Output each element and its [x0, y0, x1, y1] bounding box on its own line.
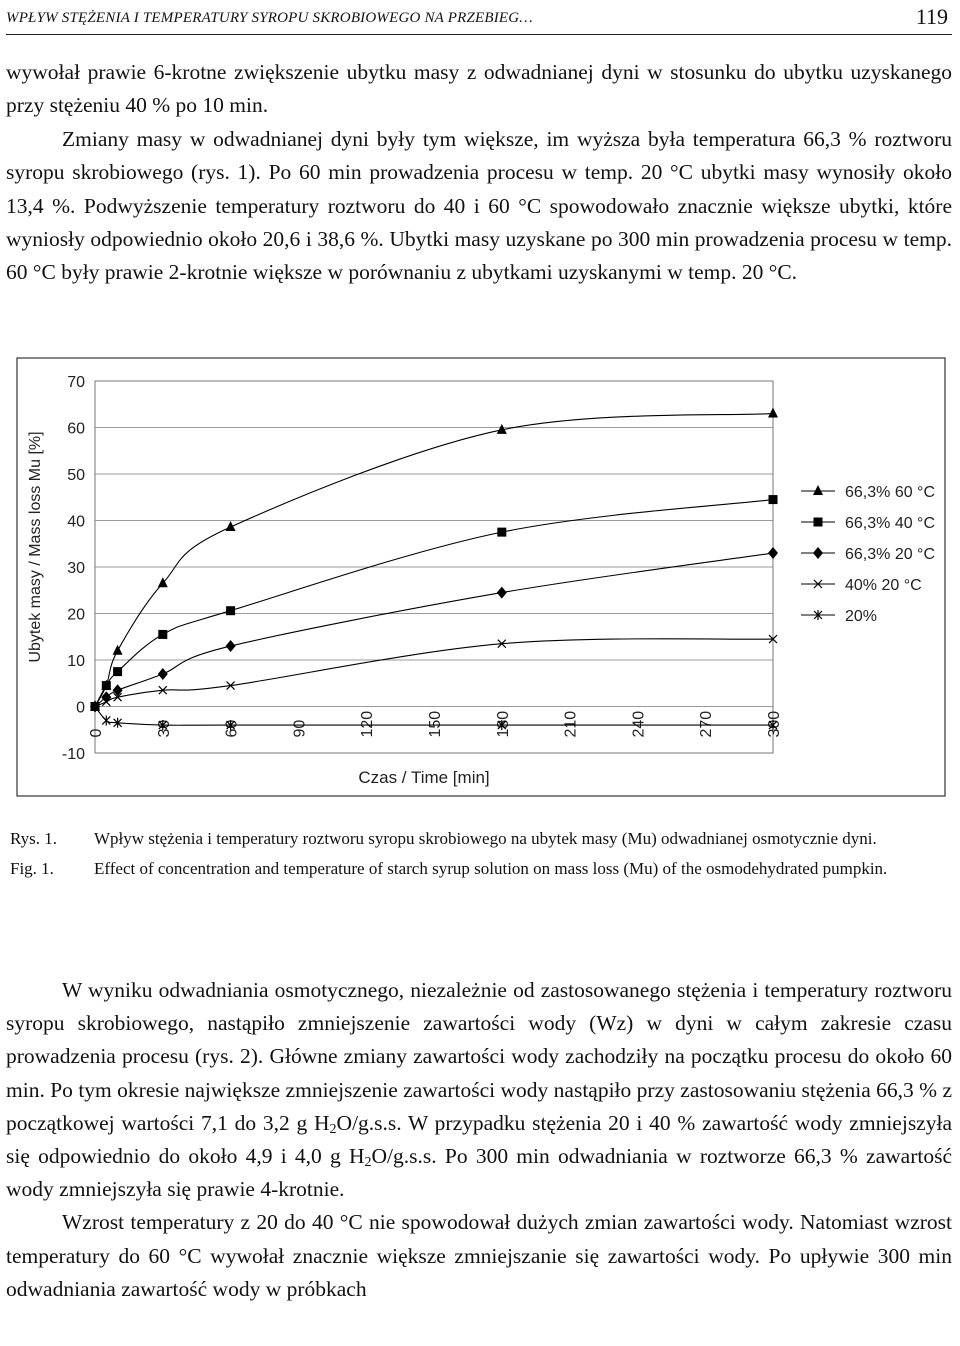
- data-point-series-2: [769, 495, 778, 504]
- x-tick-label: 150: [427, 710, 444, 738]
- intro-paragraph-2: Zmiany masy w odwadnianej dyni były tym większe, im wyższa była temperatura 66,3 % roztworu syropu skrobiowego (rys. 1). Po 60 min prowadzenia procesu w temp. 20 °C ubytki masy wynosiły około 13,4 %. Podwyższenie temperatury roztworu do 40 i 60 °C spowodowało znacznie większe ubytki, które wyniosły odpowiednio około 20,6 i 38,6 %. Ubytki masy uzyskane po 300 min prowadzenia procesu w temp. 60 °C były prawie 2-krotnie większe w porównaniu z ubytkami uzyskanymi w temp. 20 °C.: [6, 126, 952, 285]
- caption-text-pl: Wpływ stężenia i temperatury roztworu syropu skrobiowego na ubytek masy (Mu) odwadnianej osmotycznie dyni.: [94, 829, 877, 848]
- x-tick-label: 240: [630, 710, 648, 738]
- y-axis-title: Ubytek masy / Mass loss Mu [%]: [27, 431, 44, 663]
- mass-loss-chart: [16, 357, 946, 797]
- legend-label: 66,3% 40 °C: [845, 515, 936, 532]
- data-point-series-2: [158, 630, 167, 639]
- body-paragraph-2: Wzrost temperatury z 20 do 40 °C nie spowodował dużych zmian zawartości wody. Natomiast wzrost temperatury do 60 °C wywołał znacznie większe zmniejszanie się zawartości wody. Po upływie 300 min odwadniania zawartość wody w próbkach: [6, 1210, 952, 1301]
- figure-caption: [10, 826, 952, 886]
- body-paragraph-1-part-a: W wyniku odwadniania osmotycznego, niezależnie od zastosowanego stężenia i temperatury roztworu syropu skrobiowego, nastąpiło zmniejszenie zawartości wody (Wz) w dyni w całym zakresie czasu prowadzenia procesu (rys. 2). Główne zmiany zawartości wody zachodziły na początku procesu do około 60 min. Po tym okresie największe zmniejszenie zawartości wody nastąpiło przy zastosowaniu stężenia 66,3 % z początkowej wartości 7,1 do 3,2 g H: [6, 978, 952, 1135]
- x-tick-label: 90: [291, 719, 309, 738]
- legend-label: 40% 20 °C: [845, 577, 922, 594]
- running-title: WPŁYW STĘŻENIA I TEMPERATURY SYROPU SKROBIOWEGO NA PRZEBIEG…: [6, 10, 533, 26]
- subscript-2: 2: [329, 1121, 337, 1137]
- data-point-series-2: [497, 528, 506, 537]
- x-tick-label: 300: [766, 710, 783, 738]
- page-number: 119: [915, 4, 948, 29]
- intro-paragraph-1: wywołał prawie 6-krotne zwiększenie ubytku masy z odwadnianej dyni w stosunku do ubytku uzyskanego przy stężeniu 40 % po 10 min.: [6, 60, 952, 118]
- x-tick-label: 60: [223, 719, 241, 738]
- running-header: [6, 4, 952, 35]
- body-paragraph-1: [6, 974, 952, 1206]
- y-tick-label: 20: [67, 606, 85, 624]
- body-text: [6, 974, 952, 1306]
- intro-text: [6, 56, 952, 290]
- y-tick-label: -10: [61, 746, 85, 763]
- caption-english: [10, 856, 952, 882]
- y-tick-label: 40: [67, 513, 85, 531]
- legend-marker: [814, 518, 823, 527]
- caption-label-en: Fig. 1.: [10, 859, 54, 878]
- caption-polish: [10, 826, 952, 852]
- y-tick-label: 50: [67, 467, 85, 484]
- y-tick-label: 70: [67, 374, 85, 391]
- y-tick-label: 10: [67, 653, 85, 670]
- data-point-series-2: [113, 667, 122, 676]
- x-tick-label: 180: [494, 710, 512, 738]
- body-paragraph-1-part-c: O/g.s.s. Po 300 min odwadniania w roztworze 66,3 % zawartość wody zmniejszyła się prawie 4-krotnie.: [6, 1144, 952, 1202]
- figure-1: [16, 357, 946, 797]
- x-tick-label: 120: [359, 710, 377, 738]
- y-tick-label: 0: [76, 699, 85, 717]
- y-tick-label: 30: [67, 560, 85, 577]
- body-paragraph-1-part-b: O/g.s.s. W przypadku stężenia 20 i 40 % zawartość wody zmniejszyła się odpowiednio do około 4,9 i 4,0 g H: [6, 1110, 952, 1169]
- x-tick-label: 210: [562, 710, 580, 738]
- caption-text-en: Effect of concentration and temperature of starch syrup solution on mass loss (Mu) of the osmodehydrated pumpkin.: [94, 859, 888, 878]
- y-tick-label: 60: [67, 420, 85, 438]
- x-tick-label: 0: [88, 728, 105, 738]
- subscript-2: 2: [364, 1155, 372, 1171]
- x-axis-title: Czas / Time [min]: [358, 768, 490, 787]
- data-point-series-2: [102, 681, 111, 690]
- legend-label: 66,3% 20 °C: [845, 546, 936, 563]
- caption-label-pl: Rys. 1.: [10, 829, 58, 848]
- legend-label: 20%: [845, 608, 878, 625]
- data-point-series-2: [226, 606, 235, 615]
- x-tick-label: 270: [698, 710, 716, 738]
- x-tick-label: 30: [155, 719, 173, 738]
- legend-label: 66,3% 60 °C: [845, 484, 936, 501]
